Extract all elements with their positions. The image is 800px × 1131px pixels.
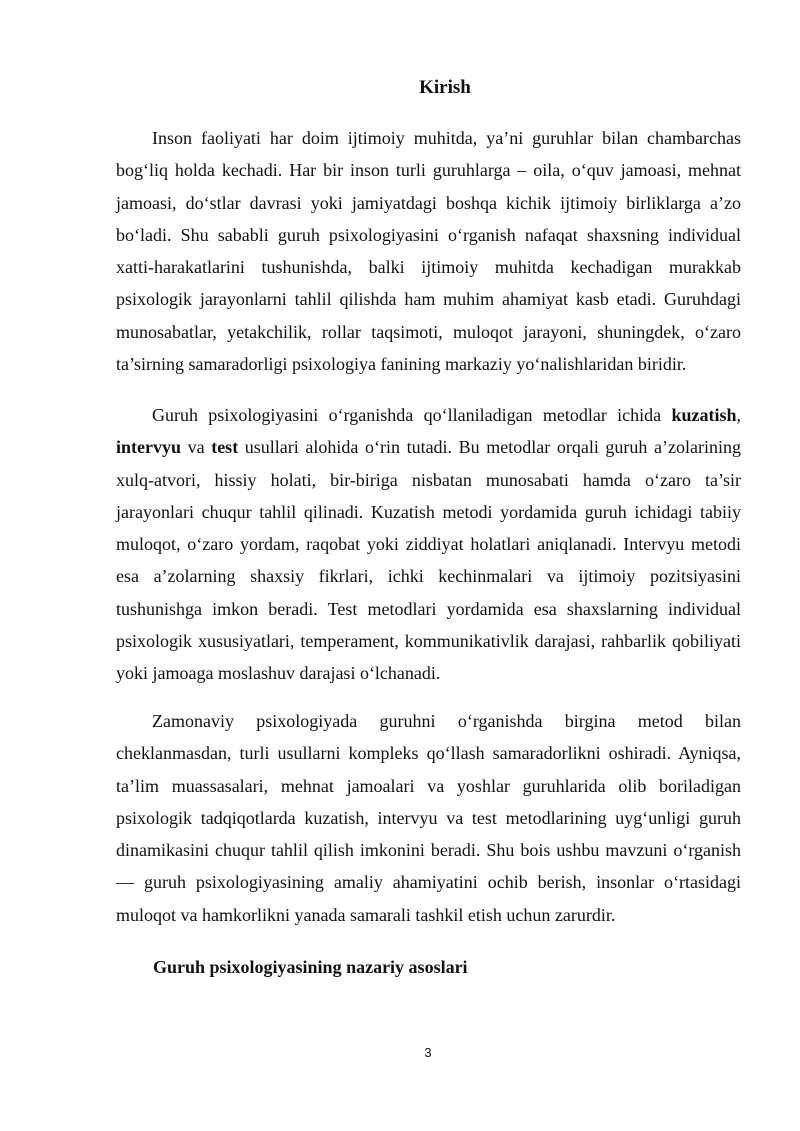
bold-term-kuzatish: kuzatish (671, 405, 737, 425)
page-number: 3 (424, 1045, 432, 1060)
paragraph-methods-text: va (181, 437, 212, 458)
page-title: Kirish (419, 77, 471, 98)
paragraph-methods-text: usullari alohida o‘rin tutadi. Bu metodlar orqali guruh a’zolarining xulq-atvori, hissiy holati, bir-biriga nisbatan munosabati hamda o‘zaro ta’sir jarayonlari chuqur tahlil qilinadi. Kuzatish metodi yordamida guruh ichidagi tabiiy muloqot, o‘zaro yordam, raqobat yoki ziddiyat holatlari aniqlanadi. Intervyu metodi esa a’zolarning shaxsiy fikrlari, ichki kechinmalari va ijtimoiy pozitsiyasini tushunishga imkon beradi. Test metodlari yordamida esa shaxslarning individual psixologik xususiyatlari, temperament, kommunikativlik darajasi, rahbarlik qobiliyati yoki jamoaga moslashuv darajasi o‘lchanadi. (116, 437, 741, 684)
bold-term-intervyu: intervyu (116, 437, 181, 458)
paragraph-methods (116, 399, 741, 690)
section-heading: Guruh psixologiyasining nazariy asoslari (153, 957, 468, 977)
paragraph-methods-text: Guruh psixologiyasini o‘rganishda qo‘llaniladigan metodlar ichida (152, 405, 672, 425)
paragraph-modern: Zamonaviy psixologiyada guruhni o‘rganishda birgina metod bilan cheklanmasdan, turli usullarni kompleks qo‘llash samaradorlikni oshiradi. Ayniqsa, ta’lim muassasalari, mehnat jamoalari va yoshlar guruhlarida olib boriladigan psixologik tadqiqotlarda kuzatish, intervyu va test metodlarining uyg‘unligi guruh dinamikasini chuqur tahlil qilish imkonini beradi. Shu bois ushbu mavzuni o‘rganish — guruh psixologiyasining amaliy ahamiyatini ochib berish, insonlar o‘rtasidagi muloqot va hamkorlikni yanada samarali tashkil etish uchun zarurdir. (116, 711, 741, 925)
bold-term-test: test (211, 437, 239, 458)
paragraph-methods-text: , (736, 405, 741, 425)
paragraph-intro: Inson faoliyati har doim ijtimoiy muhitda, ya’ni guruhlar bilan chambarchas bog‘liq holda kechadi. Har bir inson turli guruhlarga – oila, o‘quv jamoasi, mehnat jamoasi, do‘stlar davrasi yoki jamiyatdagi boshqa kichik ijtimoiy birliklarga a’zo bo‘ladi. Shu sababli guruh psixologiyasini o‘rganish nafaqat shaxsning individual xatti-harakatlarini tushunishda, balki ijtimoiy muhitda kechadigan murakkab psixologik jarayonlarni tahlil qilishda ham muhim ahamiyat kasb etadi. Guruhdagi munosabatlar, yetakchilik, rollar taqsimoti, muloqot jarayoni, shuningdek, o‘zaro ta’sirning samaradorligi psixologiya fanining markaziy yo‘nalishlaridan biridir. (116, 128, 741, 375)
